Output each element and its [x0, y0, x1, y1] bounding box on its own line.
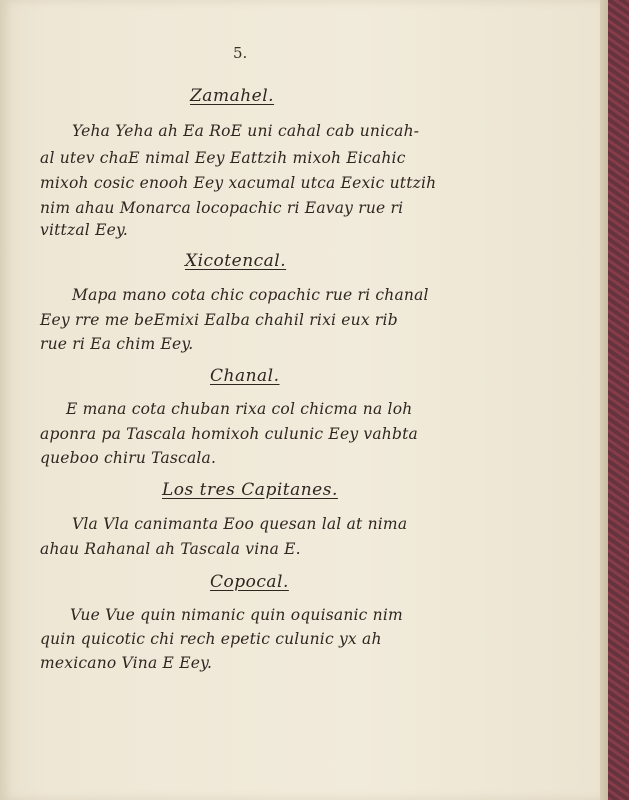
section-heading-los-tres-capitanes: Los tres Capitanes.: [162, 480, 338, 500]
text-line: mixoh cosic enooh Eey xacumal utca Eexic uttzih: [40, 174, 437, 192]
text-line: al utev chaE nimal Eey Eattzih mixoh Eicahic: [40, 149, 406, 167]
section-heading-chanal: Chanal.: [210, 366, 280, 386]
section-heading-zamahel: Zamahel.: [190, 86, 275, 106]
text-line: nim ahau Monarca locopachic ri Eavay rue ri: [40, 199, 404, 217]
text-line: ahau Rahanal ah Tascala vina E.: [40, 540, 301, 558]
marbled-cover-edge: [608, 0, 629, 800]
text-line: mexicano Vina E Eey.: [40, 654, 213, 672]
page-edge: [600, 0, 608, 800]
text-line: Mapa mano cota chic copachic rue ri chanal: [72, 286, 429, 304]
section-heading-xicotencal: Xicotencal.: [185, 251, 287, 271]
text-line: Eey rre me beEmixi Ealba chahil rixi eux rib: [40, 311, 398, 329]
text-line: rue ri Ea chim Eey.: [40, 335, 194, 353]
text-line: Vla Vla canimanta Eoo quesan lal at nima: [72, 515, 408, 533]
text-line: quin quicotic chi rech epetic culunic yx ah: [40, 630, 382, 648]
text-line: Yeha Yeha ah Ea RoE uni cahal cab unicah-: [72, 122, 420, 140]
page-number: 5.: [233, 44, 248, 62]
text-line: E mana cota chuban rixa col chicma na loh: [66, 400, 413, 418]
section-heading-copocal: Copocal.: [210, 572, 289, 592]
text-line: Vue Vue quin nimanic quin oquisanic nim: [70, 606, 403, 624]
text-line: aponra pa Tascala homixoh culunic Eey vahbta: [40, 425, 418, 443]
text-line: vittzal Eey.: [40, 221, 128, 239]
text-line: queboo chiru Tascala.: [40, 449, 217, 467]
